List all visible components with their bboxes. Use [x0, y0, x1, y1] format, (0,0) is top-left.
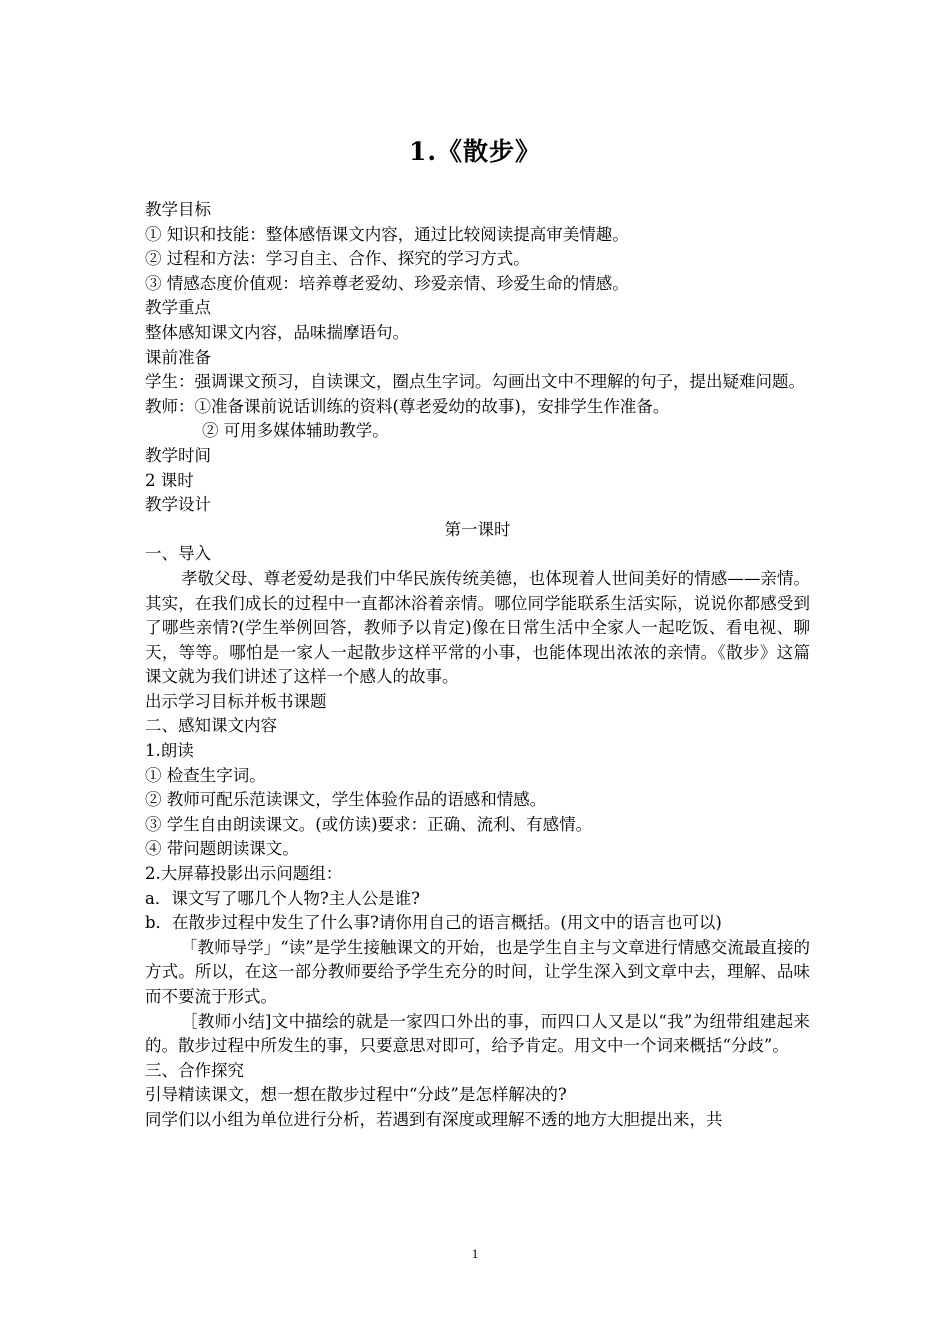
- paragraph: 引导精读课文，想一想在散步过程中“分歧”是怎样解决的?: [145, 1085, 567, 1105]
- question-item: b．在散步过程中发生了什么事?请你用自己的语言概括。(用文中的语言也可以): [145, 913, 722, 933]
- paragraph: ② 可用多媒体辅助教学。: [202, 421, 389, 441]
- list-item: ④ 带问题朗读课文。: [145, 839, 299, 859]
- section-heading: 课前准备: [145, 347, 211, 367]
- subsection-heading: 1.朗读: [145, 741, 194, 761]
- paragraph: 孝敬父母、尊老爱幼是我们中华民族传统美德，也体现着人世间美好的情感——亲情。其实，在我们成长的过程中一直都沐浴着亲情。哪位同学能联系生活实际，说说你都感受到了哪些亲情?(学生举例回答，教师予以肯定)像在日常生活中全家人一起吃饭、看电视、聊天，等等。哪怕是一家人一起散步这样平常的小事，也能体现出浓浓的亲情。《散步》这篇课文就为我们讲述了这样一个感人的故事。: [145, 568, 810, 687]
- paragraph: ［教师小结]文中描绘的就是一家四口外出的事，而四口人又是以“我”为纽带组建起来的。散步过程中所发生的事，只要意思对即可，给予肯定。用文中一个词来概括“分歧”。: [145, 1011, 810, 1056]
- question-item: a．课文写了哪几个人物?主人公是谁?: [145, 888, 421, 908]
- section-heading: 三、合作探究: [145, 1060, 244, 1080]
- paragraph: 同学们以小组为单位进行分析，若遇到有深度或理解不透的地方大胆提出来，共: [145, 1109, 723, 1129]
- paragraph: 「教师导学」“读”是学生接触课文的开始，也是学生自主与文章进行情感交流最直接的方式。所以，在这一部分教师要给予学生充分的时间，让学生深入到文章中去，理解、品味而不要流于形式。: [145, 937, 810, 1006]
- paragraph: 2 课时: [145, 470, 194, 490]
- section-heading: 二、感知课文内容: [145, 716, 277, 736]
- paragraph: 出示学习目标并板书课题: [145, 691, 327, 711]
- section-heading: 教学目标: [145, 200, 211, 219]
- paragraph: 教师：①准备课前说话训练的资料(尊老爱幼的故事)，安排学生作准备。: [145, 396, 670, 416]
- page-number: 1: [471, 1246, 479, 1261]
- list-item: ③ 学生自由朗读课文。(或仿读)要求：正确、流利、有感情。: [145, 814, 593, 834]
- objective-item: ② 过程和方法：学习自主、合作、探究的学习方式。: [145, 249, 530, 269]
- list-item: ② 教师可配乐范读课文，学生体验作品的语感和情感。: [145, 790, 547, 810]
- list-item: ① 检查生字词。: [145, 765, 266, 785]
- paragraph: 整体感知课文内容，品味揣摩语句。: [145, 322, 409, 342]
- lesson-period-heading: 第一课时: [444, 519, 511, 539]
- objective-item: ① 知识和技能：整体感悟课文内容，通过比较阅读提高审美情趣。: [145, 224, 629, 244]
- paragraph: 学生：强调课文预习，自读课文，圈点生字词。勾画出文中不理解的句子，提出疑难问题。: [145, 372, 805, 392]
- section-heading: 教学时间: [145, 445, 211, 465]
- document-body: [145, 198, 810, 1133]
- subsection-heading: 2.大屏幕投影出示问题组：: [145, 864, 343, 884]
- objective-item: ③ 情感态度价值观：培养尊老爱幼、珍爱亲情、珍爱生命的情感。: [145, 273, 629, 293]
- lesson-title: 1.《散步》: [408, 137, 542, 166]
- section-heading: 教学重点: [145, 298, 211, 318]
- section-heading: 一、导入: [145, 544, 211, 564]
- section-heading: 教学设计: [145, 495, 211, 515]
